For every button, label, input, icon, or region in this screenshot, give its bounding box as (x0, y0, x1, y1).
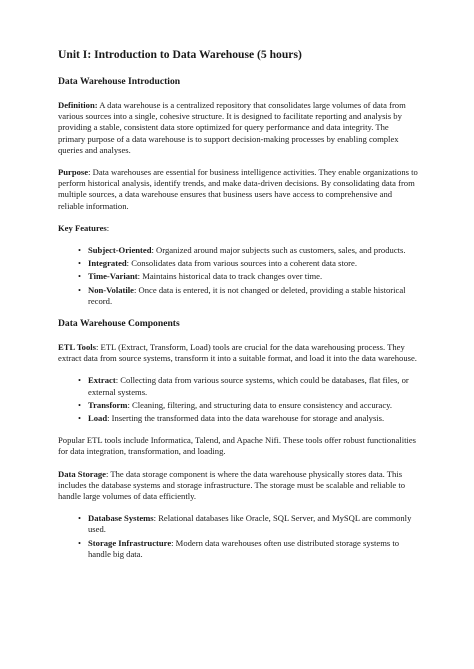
list-item (78, 400, 418, 411)
key-features-heading (58, 223, 418, 234)
definition-text: A data warehouse is a centralized repository that consolidates large volumes of data from various sources into a single, cohesive structure. It is designed to facilitate reporting and analysis by providing a stable, consistent data store optimized for query performance and data integrity. The primary purpose of a data warehouse is to support decision-making processes by enabling complex queries and analyses. (58, 100, 406, 155)
list-item (78, 375, 418, 397)
etl-step-text: : Cleaning, filtering, and structuring data to ensure consistency and accuracy. (127, 399, 393, 410)
definition-label: Definition: (58, 100, 98, 110)
list-item (78, 245, 418, 256)
feature-text: : Consolidates data from various sources into a coherent data store. (126, 258, 357, 269)
storage-paragraph (58, 469, 418, 503)
bullet-icon: • (78, 399, 82, 410)
feature-label: Non-Volatile (88, 284, 134, 295)
feature-label: Subject-Oriented (88, 245, 152, 256)
document-page (58, 48, 418, 571)
etl-paragraph (58, 342, 418, 364)
bullet-icon: • (78, 245, 82, 256)
bullet-icon: • (78, 271, 82, 282)
purpose-paragraph (58, 167, 418, 212)
storage-list (58, 513, 418, 560)
bullet-icon: • (78, 513, 82, 524)
bullet-icon: • (78, 284, 82, 295)
feature-label: Integrated (88, 258, 127, 269)
storage-label: Data Storage (58, 468, 106, 479)
list-item (78, 258, 418, 269)
list-item (78, 271, 418, 282)
bullet-icon: • (78, 375, 82, 386)
etl-text: : ETL (Extract, Transform, Load) tools are crucial for the data warehousing process. They extract data from source systems, transform it into a suitable format, and load it into the data warehouse. (58, 342, 417, 364)
etl-step-label: Transform (88, 399, 128, 410)
list-item (78, 285, 418, 307)
definition-paragraph (58, 100, 418, 156)
section-heading-introduction: Data Warehouse Introduction (58, 76, 181, 87)
key-features-label: Key Features (58, 222, 107, 233)
purpose-label: Purpose (58, 167, 89, 178)
storage-item-text: : Modern data warehouses often use distributed storage systems to handle big data. (88, 537, 400, 559)
etl-step-label: Load (88, 413, 108, 424)
etl-step-text: : Collecting data from various source systems, which could be databases, flat files, or external systems. (88, 375, 409, 397)
bullet-icon: • (78, 537, 82, 548)
etl-popular-paragraph: Popular ETL tools include Informatica, Talend, and Apache Nifi. These tools offer robust functionalities for data integration, transformation, and loading. (58, 435, 417, 457)
bullet-icon: • (78, 258, 82, 269)
purpose-text: : Data warehouses are essential for business intelligence activities. They enable organizations to perform historical analysis, identify trends, and make data-driven decisions. By consolidating data from multiple sources, a data warehouse ensures that business users have access to comprehensive and reliable information. (58, 167, 418, 211)
etl-step-label: Extract (88, 375, 116, 386)
list-item (78, 513, 418, 535)
storage-item-text: : Relational databases like Oracle, SQL Server, and MySQL are commonly used. (88, 513, 412, 535)
key-features-list (58, 245, 418, 307)
etl-label: ETL Tools (58, 342, 96, 353)
storage-item-label: Storage Infrastructure (88, 537, 172, 548)
feature-text: : Once data is entered, it is not changed or deleted, providing a stable historical record. (88, 284, 406, 306)
page-title: Unit I: Introduction to Data Warehouse (5 hours) (58, 48, 302, 61)
feature-text: : Maintains historical data to track changes over time. (137, 271, 323, 282)
etl-steps-list (58, 375, 418, 424)
storage-item-label: Database Systems (88, 513, 154, 524)
bullet-icon: • (78, 413, 82, 424)
list-item (78, 413, 418, 424)
section-heading-components: Data Warehouse Components (58, 318, 180, 330)
storage-text: : The data storage component is where the data warehouse physically stores data. This includes the database systems and storage infrastructure. The storage must be scalable and reliable to handle large volumes of data efficiently. (58, 468, 406, 502)
list-item (78, 538, 418, 560)
feature-text: : Organized around major subjects such as customers, sales, and products. (151, 245, 406, 256)
key-features-colon: : (106, 222, 110, 233)
feature-label: Time-Variant (88, 271, 138, 282)
etl-step-text: : Inserting the transformed data into the data warehouse for storage and analysis. (107, 413, 385, 424)
